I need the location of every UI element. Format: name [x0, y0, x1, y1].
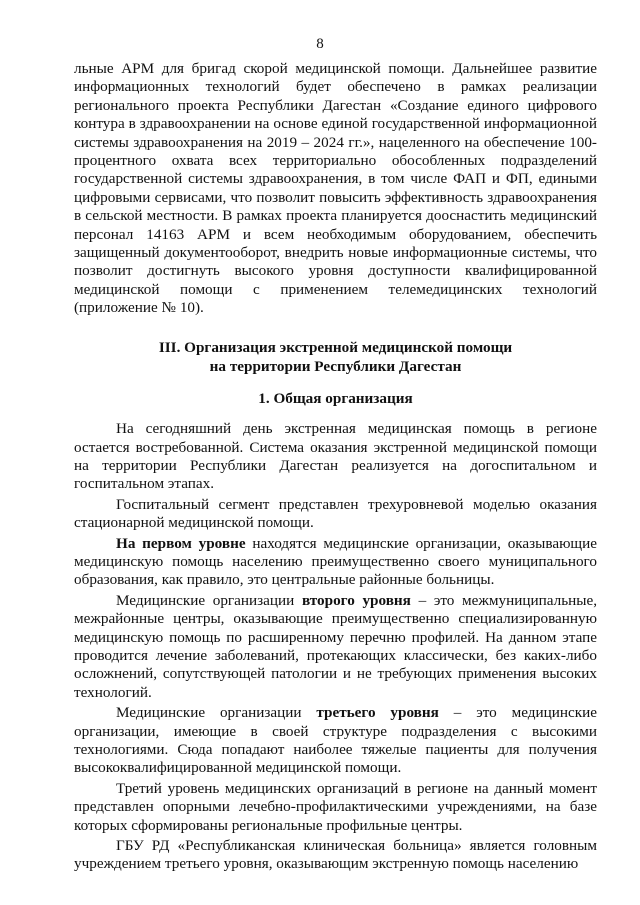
paragraph-4-bold: второго уровня — [301, 591, 411, 609]
paragraph-4 — [74, 592, 597, 702]
paragraph-7: ГБУ РД «Республиканская клиническая больница» является головным учреждением третьего уровня, оказывающим экстренную помощь населению — [74, 837, 597, 873]
page-number: 8 — [316, 36, 324, 52]
section-title — [74, 338, 597, 376]
paragraph-4-start: Медицинские организации — [116, 591, 302, 609]
paragraph-3-text: находятся медицинские организации, оказывающие медицинскую помощь населению преимущественно своего муниципального образования, как правило, это центральные районные больницы. — [74, 534, 597, 589]
intro-paragraph: льные АРМ для бригад скорой медицинской помощи. Дальнейшее развитие информационных технологий будет обеспечено в рамках реализации регионального проекта Республики Дагестан «Создание единого цифрового контура в здравоохранении на основе единой государственной информационной системы здравоохранения на 2019 – 2024 гг.», нацеленного на обеспечение 100-процентного охвата всех территориально обособленных подразделений государственной системы здравоохранения, в том числе ФАП и ФП, едиными цифровыми сервисами, что позволит повысить эффективность здравоохранения в сельской местности. В рамках проекта планируется дооснастить медицинский персонал 14163 АРМ и всем необходимым оборудованием, обеспечить защищенный документооборот, внедрить новые информационные системы, что позволит достигнуть высокого уровня доступности квалифицированной медицинской помощи с применением телемедицинских технологий (приложение № 10). — [74, 60, 597, 317]
paragraph-6: Третий уровень медицинских организаций в регионе на данный момент представлен опорными лечебно-профилактическими учреждениями, на базе которых сформированы региональные профильные центры. — [74, 779, 597, 834]
subsection-title: 1. Общая организация — [258, 389, 413, 407]
paragraph-3-bold: На первом уровне — [116, 534, 246, 552]
paragraph-3 — [74, 535, 597, 590]
paragraph-2: Госпитальный сегмент представлен трехуровневой моделью оказания стационарной медицинской помощи. — [74, 495, 597, 532]
paragraph-5 — [74, 704, 597, 778]
document-body — [74, 60, 597, 874]
paragraph-5-bold: третьего уровня — [316, 704, 439, 722]
paragraph-1: На сегодняшний день экстренная медицинская помощь в регионе остается востребованной. Система оказания экстренной медицинской помощи на территории Республики Дагестан реализуется на догоспитальном и госпитальном этапах. — [74, 420, 597, 493]
paragraph-5-text: – это медицинские организации, имеющие в своей структуре подразделения с высокими технологиями. Сюда попадают наиболее тяжелые пациенты для получения высококвалифицированной медицинской помощи. — [74, 704, 597, 777]
paragraph-4-text: – это межмуниципальные, межрайонные центры, оказывающие преимущественно специализированную медицинскую помощь по расширенному перечню профилей. На данном этапе проводится лечение заболеваний, протекающих классически, без каких-либо осложнений, сопутствующей патологии и не требующих применения высоких технологий. — [74, 591, 597, 701]
section-title-line2: на территории Республики Дагестан — [209, 357, 462, 375]
paragraph-5-start: Медицинские организации — [116, 704, 317, 722]
section-title-line1: III. Организация экстренной медицинской помощи — [158, 338, 513, 356]
